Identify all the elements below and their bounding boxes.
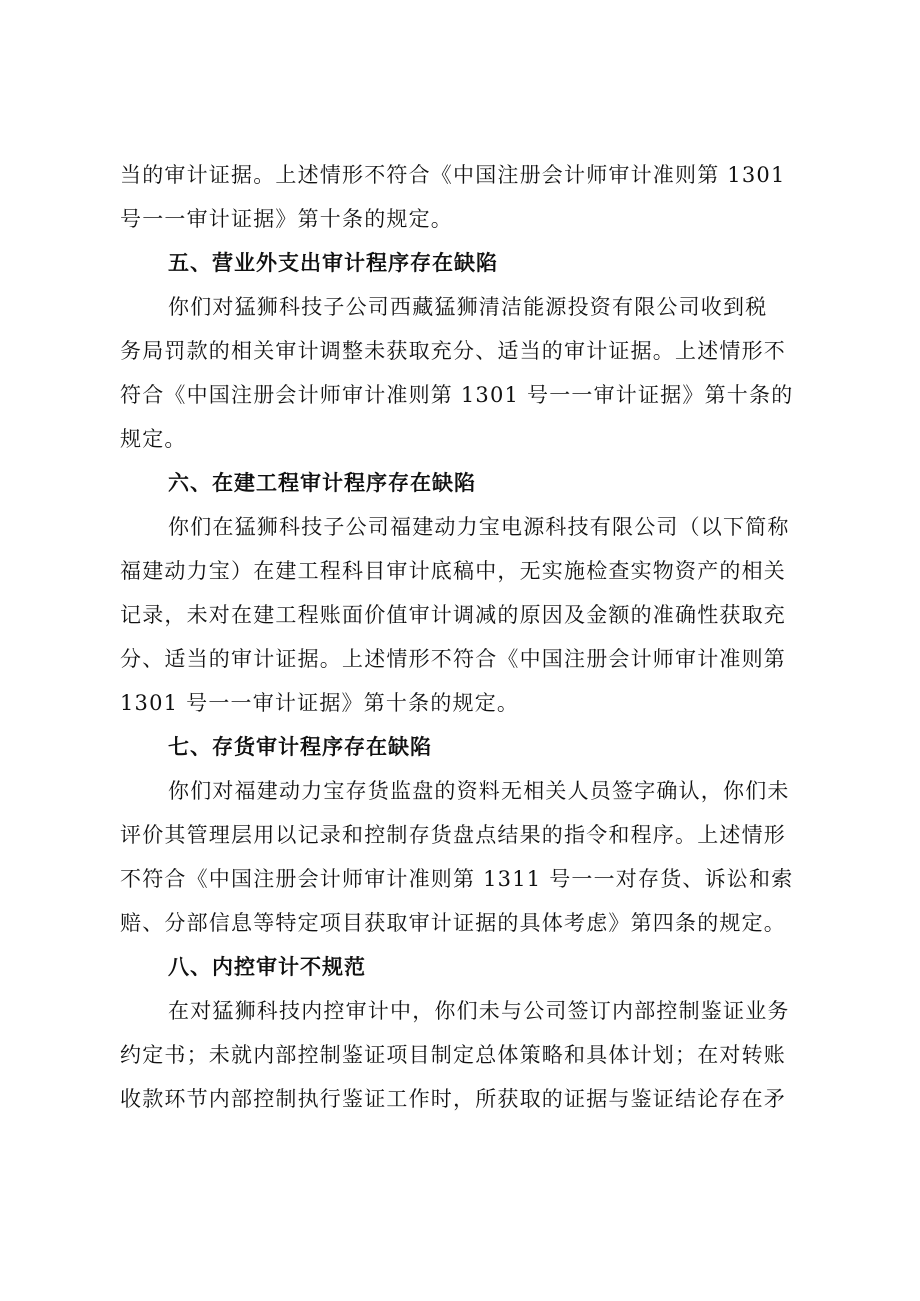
section-heading-8: 八、内控审计不规范 [168,955,366,979]
paragraph-line: 评价其管理层用以记录和控制存货盘点结果的指令和程序。上述情形 [120,823,786,847]
paragraph-line: 约定书；未就内部控制鉴证项目制定总体策略和具体计划；在对转账 [120,1043,786,1067]
section-heading-5: 五、营业外支出审计程序存在缺陷 [168,251,498,275]
paragraph-line: 务局罚款的相关审计调整未获取充分、适当的审计证据。上述情形不 [120,339,786,363]
paragraph-line: 号一一审计证据》第十条的规定。 [120,207,453,231]
section-heading-6: 六、在建工程审计程序存在缺陷 [168,471,476,495]
paragraph-line: 你们在猛狮科技子公司福建动力宝电源科技有限公司（以下简称 [168,515,790,539]
paragraph-line: 福建动力宝）在建工程科目审计底稿中，无实施检查实物资产的相关 [120,559,786,583]
paragraph-line: 规定。 [120,427,187,451]
paragraph-line: 你们对猛狮科技子公司西藏猛狮清洁能源投资有限公司收到税 [168,295,768,319]
paragraph-line: 符合《中国注册会计师审计准则第 1301 号一一审计证据》第十条的 [120,383,794,407]
paragraph-line: 记录，未对在建工程账面价值审计调减的原因及金额的准确性获取充 [120,603,786,627]
paragraph-line: 当的审计证据。上述情形不符合《中国注册会计师审计准则第 1301 [120,163,786,187]
paragraph-line: 分、适当的审计证据。上述情形不符合《中国注册会计师审计准则第 [120,647,786,671]
paragraph-line: 你们对福建动力宝存货监盘的资料无相关人员签字确认，你们未 [168,779,790,803]
section-heading-7: 七、存货审计程序存在缺陷 [168,735,432,759]
paragraph-line: 在对猛狮科技内控审计中，你们未与公司签订内部控制鉴证业务 [168,999,790,1023]
paragraph-line: 1301 号一一审计证据》第十条的规定。 [120,691,520,715]
paragraph-line: 赔、分部信息等特定项目获取审计证据的具体考虑》第四条的规定。 [120,911,786,935]
paragraph-line: 不符合《中国注册会计师审计准则第 1311 号一一对存货、诉讼和索 [120,867,794,891]
paragraph-line: 收款环节内部控制执行鉴证工作时，所获取的证据与鉴证结论存在矛 [120,1087,786,1111]
